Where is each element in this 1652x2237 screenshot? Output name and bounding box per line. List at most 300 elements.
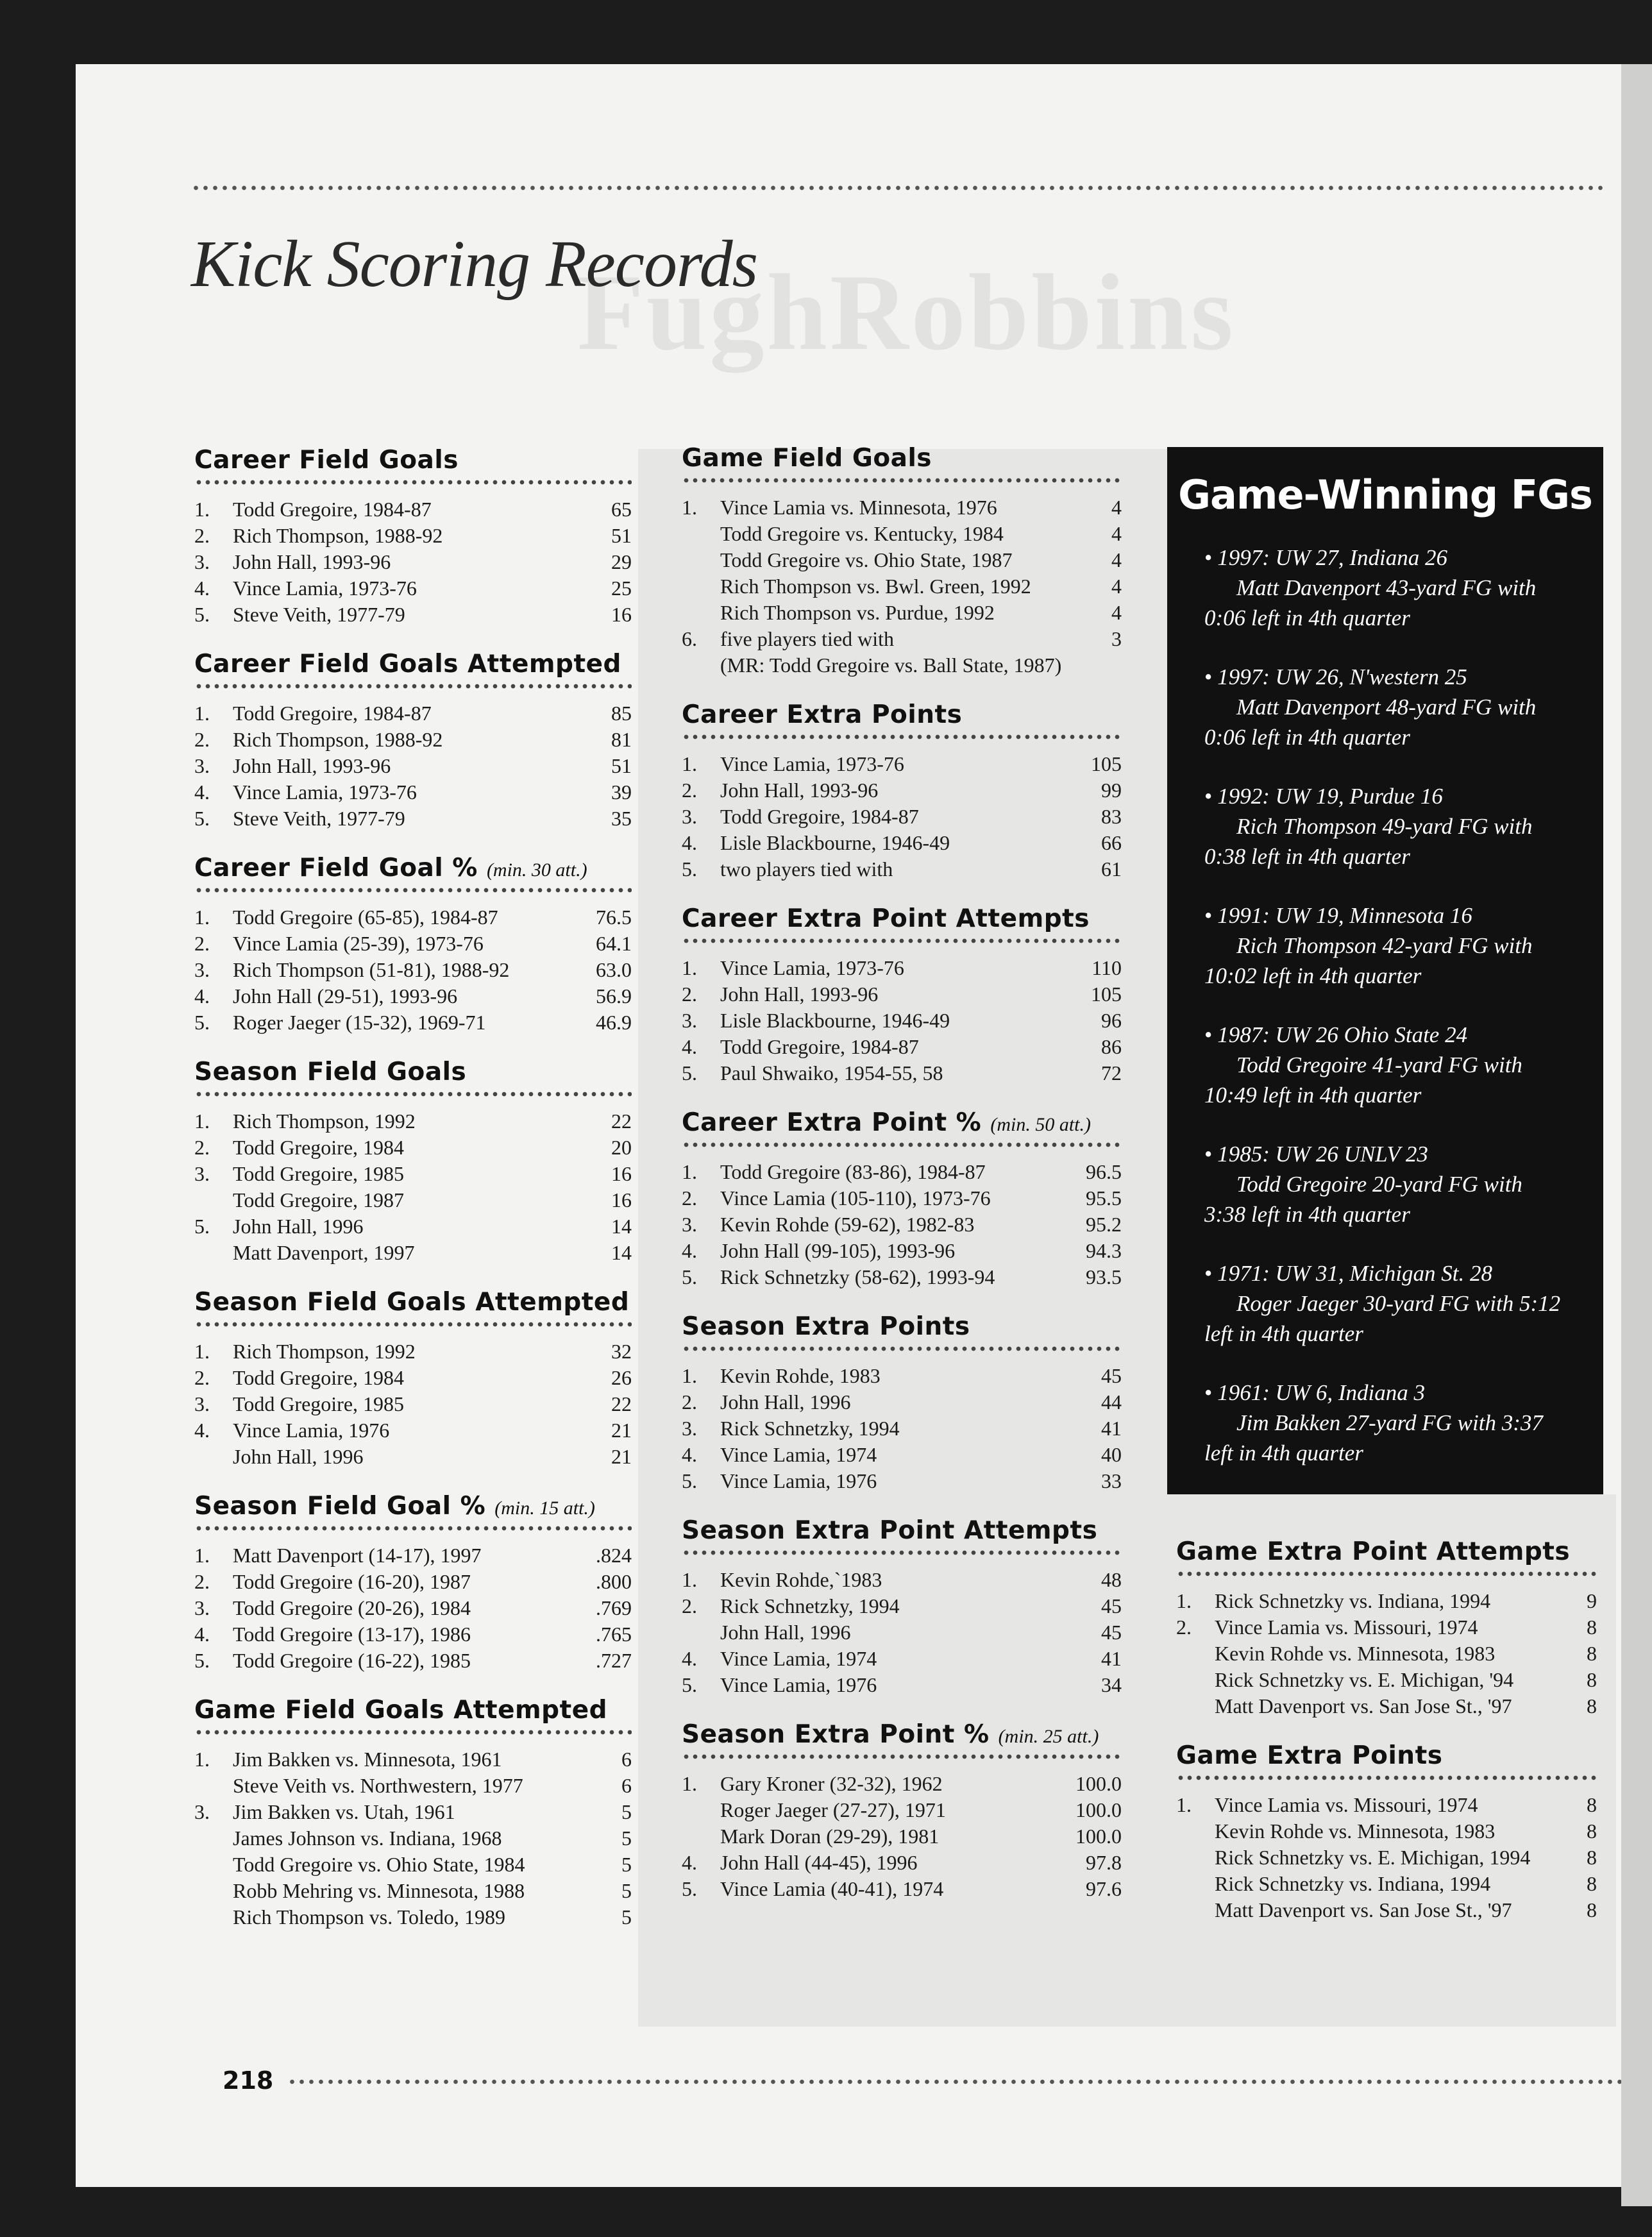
record-row: [682, 600, 1122, 626]
section-title: [682, 904, 1122, 933]
record-name: James Johnson vs. Indiana, 1968: [233, 1827, 502, 1850]
game-winning-entry: [1204, 1258, 1589, 1349]
record-value: 99: [1101, 779, 1122, 802]
record-name: Todd Gregoire vs. Ohio State, 1987: [720, 548, 1013, 571]
dotted-rule: [682, 733, 1122, 741]
record-value: 81: [611, 728, 632, 751]
record-value: 20: [611, 1136, 632, 1159]
top-dotted-rule: [191, 184, 1606, 192]
record-rank: [682, 1797, 720, 1823]
record-rank: 3.: [682, 1417, 697, 1440]
record-value: 61: [1101, 857, 1122, 881]
record-name: Rich Thompson vs. Toledo, 1989: [233, 1905, 506, 1929]
section-title-text: Game Extra Points: [1176, 1741, 1443, 1770]
record-row: [682, 652, 1122, 679]
record-row: [682, 1619, 1122, 1646]
record-name: Todd Gregoire (16-22), 1985: [233, 1649, 471, 1672]
section-title: [194, 1696, 632, 1725]
left-column: [194, 446, 632, 1952]
record-value: 64.1: [596, 932, 632, 955]
game-winning-entry: [1204, 900, 1589, 991]
record-name: John Hall, 1996: [720, 1390, 851, 1414]
dotted-rule: [194, 1524, 632, 1532]
record-value: 34: [1101, 1673, 1122, 1696]
record-rank: 1.: [194, 1544, 210, 1567]
record-value: 95.2: [1086, 1213, 1122, 1236]
record-row: [1176, 1792, 1597, 1818]
record-value: 4: [1111, 548, 1122, 571]
record-section: [194, 650, 632, 832]
record-name: Todd Gregoire, 1984-87: [233, 702, 432, 725]
game-winning-entry: [1204, 1020, 1589, 1110]
record-row: [194, 1009, 632, 1036]
dotted-rule: [682, 1141, 1122, 1149]
record-section: [194, 1696, 632, 1930]
record-row: [194, 1391, 632, 1417]
record-value: 22: [611, 1110, 632, 1133]
game-winning-headline: [1204, 781, 1589, 811]
record-name: two players tied with: [720, 857, 893, 881]
section-title: [194, 1288, 632, 1317]
record-rank: 5.: [194, 807, 210, 830]
record-rank: 3.: [194, 550, 210, 573]
record-name: Rich Thompson, 1988-92: [233, 728, 443, 751]
record-name: Rick Schnetzky, 1994: [720, 1594, 900, 1617]
record-name: Todd Gregoire, 1985: [233, 1162, 405, 1185]
record-rank: [682, 573, 720, 600]
game-winning-time: 10:02 left in 4th quarter: [1204, 963, 1422, 988]
dotted-rule: [1176, 1570, 1597, 1578]
record-name: Gary Kroner (32-32), 1962: [720, 1772, 943, 1795]
section-title-text: Season Extra Point Attempts: [682, 1516, 1098, 1545]
record-name: Rick Schnetzky (58-62), 1993-94: [720, 1265, 995, 1288]
record-name: Mark Doran (29-29), 1981: [720, 1825, 940, 1848]
record-rank: [194, 1852, 233, 1878]
record-value: 86: [1101, 1035, 1122, 1058]
record-name: five players tied with: [720, 627, 895, 650]
record-section: [682, 1108, 1122, 1290]
game-winning-score: 1961: UW 6, Indiana 3: [1217, 1380, 1425, 1405]
record-name: Vince Lamia, 1976: [720, 1673, 877, 1696]
record-row: [682, 1363, 1122, 1389]
record-rank: 5.: [682, 857, 697, 881]
record-name: Matt Davenport vs. San Jose St., '97: [1215, 1694, 1512, 1718]
record-value: 51: [611, 524, 632, 547]
record-row: [194, 1878, 632, 1904]
record-rank: [194, 1240, 233, 1266]
record-value: 29: [611, 550, 632, 573]
record-rank: 4.: [194, 577, 210, 600]
record-row: [682, 521, 1122, 547]
record-row: [194, 1444, 632, 1470]
record-row: [682, 1159, 1122, 1185]
record-rank: 2.: [682, 1390, 697, 1414]
record-row: [194, 1904, 632, 1930]
record-value: 85: [611, 702, 632, 725]
record-name: John Hall, 1996: [233, 1215, 364, 1238]
record-row: [194, 1569, 632, 1595]
record-name: Vince Lamia (105-110), 1973-76: [720, 1186, 991, 1210]
record-rank: 1.: [1176, 1793, 1192, 1816]
record-name: Todd Gregoire (83-86), 1984-87: [720, 1160, 986, 1183]
record-value: 66: [1101, 831, 1122, 854]
record-value: 5: [621, 1879, 632, 1902]
record-value: 63.0: [596, 958, 632, 981]
record-value: 97.6: [1086, 1877, 1122, 1900]
record-rank: [194, 1878, 233, 1904]
game-winning-detail: Jim Bakken 27-yard FG with 3:37: [1236, 1410, 1543, 1435]
game-winning-headline: [1204, 1258, 1589, 1288]
game-winning-time: 0:06 left in 4th quarter: [1204, 605, 1410, 630]
record-section: [194, 1492, 632, 1674]
record-value: 8: [1587, 1819, 1597, 1843]
game-winning-headline: [1204, 1139, 1589, 1169]
record-value: 8: [1587, 1694, 1597, 1718]
section-title-text: Season Extra Point %: [682, 1720, 990, 1749]
record-row: [194, 1135, 632, 1161]
record-name: Roger Jaeger (27-27), 1971: [720, 1798, 946, 1821]
section-title-text: Season Field Goals: [194, 1058, 467, 1086]
record-rank: [682, 547, 720, 573]
game-winning-time: 0:06 left in 4th quarter: [1204, 725, 1410, 750]
record-name: Matt Davenport (14-17), 1997: [233, 1544, 482, 1567]
record-name: Vince Lamia vs. Minnesota, 1976: [720, 496, 997, 519]
record-name: Rich Thompson vs. Purdue, 1992: [720, 601, 995, 624]
record-value: 8: [1587, 1872, 1597, 1895]
record-name: Todd Gregoire, 1984-87: [233, 498, 432, 521]
record-name: Kevin Rohde vs. Minnesota, 1983: [1215, 1642, 1496, 1665]
record-value: 65: [611, 498, 632, 521]
game-winning-headline: [1204, 1020, 1589, 1050]
record-rank: 4.: [682, 831, 697, 854]
record-row: [1176, 1897, 1597, 1923]
record-name: Vince Lamia, 1976: [720, 1469, 877, 1492]
record-rank: [194, 1444, 233, 1470]
record-rank: 2.: [194, 524, 210, 547]
record-value: 5: [621, 1827, 632, 1850]
record-rank: 5.: [682, 1673, 697, 1696]
record-rank: 5.: [682, 1265, 697, 1288]
record-rank: 3.: [194, 1596, 210, 1619]
record-value: 105: [1091, 752, 1122, 775]
record-row: [682, 547, 1122, 573]
record-value: 35: [611, 807, 632, 830]
section-title-text: Game Extra Point Attempts: [1176, 1537, 1571, 1566]
record-name: (MR: Todd Gregoire vs. Ball State, 1987): [720, 654, 1062, 677]
record-row: [194, 602, 632, 628]
record-rank: 4.: [194, 781, 210, 804]
record-name: Vince Lamia, 1973-76: [233, 577, 417, 600]
record-rank: 1.: [194, 1748, 210, 1771]
record-rank: 3.: [194, 1800, 210, 1823]
record-section: [194, 1058, 632, 1266]
bullet-icon: •: [1204, 1022, 1213, 1047]
record-name: Lisle Blackbourne, 1946-49: [720, 1009, 950, 1032]
record-row: [682, 1797, 1122, 1823]
record-row: [1176, 1818, 1597, 1844]
game-winning-entry: [1204, 1139, 1589, 1229]
record-row: [194, 1187, 632, 1213]
record-rank: 2.: [1176, 1616, 1192, 1639]
record-value: 4: [1111, 496, 1122, 519]
record-value: 45: [1101, 1594, 1122, 1617]
record-name: Paul Shwaiko, 1954-55, 58: [720, 1061, 943, 1085]
record-rank: 1.: [194, 1110, 210, 1133]
record-value: 8: [1587, 1793, 1597, 1816]
record-name: Matt Davenport, 1997: [233, 1241, 415, 1264]
section-title-text: Career Field Goals Attempted: [194, 650, 621, 679]
record-row: [194, 779, 632, 806]
record-value: 4: [1111, 575, 1122, 598]
game-winning-headline: [1204, 662, 1589, 692]
record-row: [194, 1108, 632, 1135]
record-rank: 3.: [194, 1392, 210, 1415]
record-rank: 5.: [682, 1877, 697, 1900]
bullet-icon: •: [1204, 784, 1213, 809]
record-row: [194, 753, 632, 779]
record-name: Rick Schnetzky vs. E. Michigan, 1994: [1215, 1846, 1531, 1869]
record-name: Rich Thompson, 1992: [233, 1340, 416, 1363]
section-title-text: Career Extra Point Attempts: [682, 904, 1090, 933]
record-rank: 1.: [682, 1568, 697, 1591]
record-row: [194, 496, 632, 523]
record-value: 32: [611, 1340, 632, 1363]
record-name: Matt Davenport vs. San Jose St., '97: [1215, 1898, 1512, 1921]
record-row: [194, 1648, 632, 1674]
record-rank: [1176, 1693, 1215, 1719]
record-rank: [194, 1187, 233, 1213]
record-name: Vince Lamia, 1973-76: [233, 781, 417, 804]
record-rank: 3.: [682, 805, 697, 828]
record-name: Rich Thompson (51-81), 1988-92: [233, 958, 510, 981]
section-title-text: Season Field Goals Attempted: [194, 1288, 630, 1317]
record-name: Kevin Rohde, 1983: [720, 1364, 881, 1387]
background-ghost-text: FughRobbins: [577, 252, 1236, 373]
record-name: Vince Lamia, 1974: [720, 1647, 877, 1670]
section-title: [682, 1516, 1122, 1545]
dotted-rule: [194, 478, 632, 486]
record-row: [194, 1161, 632, 1187]
record-rank: 2.: [194, 932, 210, 955]
bullet-icon: •: [1204, 1380, 1213, 1405]
dotted-rule: [194, 886, 632, 894]
game-winning-score: 1991: UW 19, Minnesota 16: [1217, 903, 1472, 928]
record-row: [1176, 1614, 1597, 1641]
record-value: 14: [611, 1215, 632, 1238]
record-name: John Hall, 1993-96: [720, 983, 879, 1006]
record-value: [1083, 652, 1122, 679]
record-section: [1176, 1537, 1597, 1719]
record-value: 21: [611, 1445, 632, 1468]
record-value: 16: [611, 1188, 632, 1211]
record-value: 44: [1101, 1390, 1122, 1414]
record-row: [682, 1876, 1122, 1902]
record-rank: 3.: [682, 1213, 697, 1236]
record-name: Todd Gregoire, 1984: [233, 1136, 405, 1159]
record-value: 40: [1101, 1443, 1122, 1466]
game-winning-time: 3:38 left in 4th quarter: [1204, 1202, 1410, 1227]
game-winning-score: 1985: UW 26 UNLV 23: [1217, 1142, 1428, 1167]
record-value: 8: [1587, 1616, 1597, 1639]
section-title: [194, 1492, 632, 1521]
record-value: 51: [611, 754, 632, 777]
section-note: (min. 15 att.): [494, 1498, 595, 1519]
dotted-rule: [682, 477, 1122, 484]
record-name: Steve Veith, 1977-79: [233, 603, 405, 626]
game-winning-headline: [1204, 900, 1589, 931]
record-rank: [194, 1904, 233, 1930]
record-value: 21: [611, 1419, 632, 1442]
record-row: [682, 1672, 1122, 1698]
record-rank: 4.: [194, 1419, 210, 1442]
record-row: [682, 751, 1122, 777]
record-value: 100.0: [1075, 1825, 1122, 1848]
section-title-text: Game Field Goals Attempted: [194, 1696, 608, 1725]
record-row: [194, 1417, 632, 1444]
record-value: 97.8: [1086, 1851, 1122, 1874]
record-name: John Hall, 1996: [720, 1621, 851, 1644]
record-rank: 2.: [682, 1186, 697, 1210]
record-rank: 4.: [194, 1623, 210, 1646]
record-section: [1176, 1741, 1597, 1923]
section-note: (min. 30 att.): [486, 859, 587, 881]
record-row: [682, 830, 1122, 856]
game-winning-time: 10:49 left in 4th quarter: [1204, 1083, 1422, 1108]
record-row: [682, 856, 1122, 882]
record-section: [682, 700, 1122, 882]
record-row: [682, 1185, 1122, 1211]
game-winning-detail: Rich Thompson 49-yard FG with: [1236, 814, 1533, 839]
section-title-text: Career Extra Points: [682, 700, 963, 729]
record-row: [194, 1595, 632, 1621]
game-winning-detail: Matt Davenport 48-yard FG with: [1236, 695, 1537, 720]
record-value: 46.9: [596, 1011, 632, 1034]
record-row: [682, 1008, 1122, 1034]
record-row: [682, 777, 1122, 804]
dotted-rule: [1176, 1774, 1597, 1782]
record-value: 45: [1101, 1621, 1122, 1644]
record-value: 39: [611, 781, 632, 804]
record-name: Todd Gregoire (16-20), 1987: [233, 1570, 471, 1593]
record-name: Rich Thompson vs. Bwl. Green, 1992: [720, 575, 1031, 598]
game-winning-headline: [1204, 1378, 1589, 1408]
record-rank: 2.: [194, 1570, 210, 1593]
record-rank: [1176, 1897, 1215, 1923]
bullet-icon: •: [1204, 1261, 1213, 1286]
record-row: [194, 1825, 632, 1852]
record-rank: 5.: [194, 1011, 210, 1034]
record-row: [1176, 1667, 1597, 1693]
record-name: Rick Schnetzky vs. Indiana, 1994: [1215, 1872, 1491, 1895]
record-name: Todd Gregoire (13-17), 1986: [233, 1623, 471, 1646]
record-name: John Hall (44-45), 1996: [720, 1851, 918, 1874]
game-winning-title: Game-Winning FGs: [1178, 471, 1592, 518]
record-value: .824: [596, 1544, 632, 1567]
bullet-icon: •: [1204, 664, 1213, 689]
page-number: 218: [223, 2066, 274, 2095]
record-name: Vince Lamia, 1973-76: [720, 956, 904, 979]
game-winning-time: 0:38 left in 4th quarter: [1204, 844, 1410, 869]
record-row: [682, 1389, 1122, 1415]
record-value: 83: [1101, 805, 1122, 828]
record-name: Rick Schnetzky vs. Indiana, 1994: [1215, 1589, 1491, 1612]
game-winning-fgs-box: [1167, 447, 1603, 1494]
record-name: Todd Gregoire, 1985: [233, 1392, 405, 1415]
section-note: (min. 25 att.): [998, 1726, 1099, 1747]
record-name: John Hall, 1993-96: [233, 550, 391, 573]
dotted-rule: [194, 1321, 632, 1328]
record-name: Steve Veith vs. Northwestern, 1977: [233, 1774, 523, 1797]
record-name: John Hall, 1993-96: [720, 779, 879, 802]
section-title-text: Career Extra Point %: [682, 1108, 982, 1137]
record-rank: 4.: [682, 1851, 697, 1874]
section-title: [1176, 1537, 1597, 1566]
record-row: [194, 1240, 632, 1266]
record-rank: 5.: [194, 603, 210, 626]
record-rank: 4.: [194, 984, 210, 1008]
record-name: Vince Lamia vs. Missouri, 1974: [1215, 1793, 1478, 1816]
record-value: 33: [1101, 1469, 1122, 1492]
record-rank: 1.: [682, 1364, 697, 1387]
game-winning-score: 1997: UW 26, N'western 25: [1217, 664, 1467, 689]
record-rank: 4.: [682, 1443, 697, 1466]
record-rank: [682, 652, 720, 679]
record-rank: 1.: [194, 1340, 210, 1363]
record-name: Vince Lamia vs. Missouri, 1974: [1215, 1616, 1478, 1639]
record-rank: [682, 1619, 720, 1646]
record-name: Robb Mehring vs. Minnesota, 1988: [233, 1879, 525, 1902]
record-name: Vince Lamia, 1976: [233, 1419, 390, 1442]
record-rank: [1176, 1871, 1215, 1897]
record-name: Vince Lamia, 1973-76: [720, 752, 904, 775]
record-name: John Hall, 1993-96: [233, 754, 391, 777]
record-row: [682, 1823, 1122, 1850]
record-name: Todd Gregoire (65-85), 1984-87: [233, 906, 498, 929]
record-row: [194, 806, 632, 832]
record-name: Jim Bakken vs. Minnesota, 1961: [233, 1748, 502, 1771]
record-rank: [194, 1825, 233, 1852]
right-column: [1176, 1537, 1597, 1945]
record-row: [682, 981, 1122, 1008]
record-rank: 2.: [194, 1366, 210, 1389]
section-title-text: Season Extra Points: [682, 1312, 970, 1341]
record-rank: 5.: [194, 1215, 210, 1238]
game-winning-time: left in 4th quarter: [1204, 1440, 1363, 1465]
record-name: Todd Gregoire, 1987: [233, 1188, 405, 1211]
record-row: [682, 1060, 1122, 1086]
record-name: Todd Gregoire, 1984-87: [720, 1035, 919, 1058]
record-row: [682, 804, 1122, 830]
section-title: [682, 700, 1122, 729]
record-name: Lisle Blackbourne, 1946-49: [720, 831, 950, 854]
record-rank: [682, 1823, 720, 1850]
record-row: [194, 1746, 632, 1773]
record-row: [682, 955, 1122, 981]
record-row: [1176, 1871, 1597, 1897]
record-rank: [1176, 1641, 1215, 1667]
record-rank: [194, 1773, 233, 1799]
record-row: [682, 1264, 1122, 1290]
record-name: Rick Schnetzky vs. E. Michigan, '94: [1215, 1668, 1514, 1691]
record-rank: 4.: [682, 1035, 697, 1058]
game-winning-entry: [1204, 543, 1589, 633]
game-winning-entry: [1204, 1378, 1589, 1468]
record-section: [194, 1288, 632, 1470]
record-row: [1176, 1693, 1597, 1719]
record-rank: 4.: [682, 1239, 697, 1262]
record-rank: 1.: [1176, 1589, 1192, 1612]
record-row: [682, 1646, 1122, 1672]
